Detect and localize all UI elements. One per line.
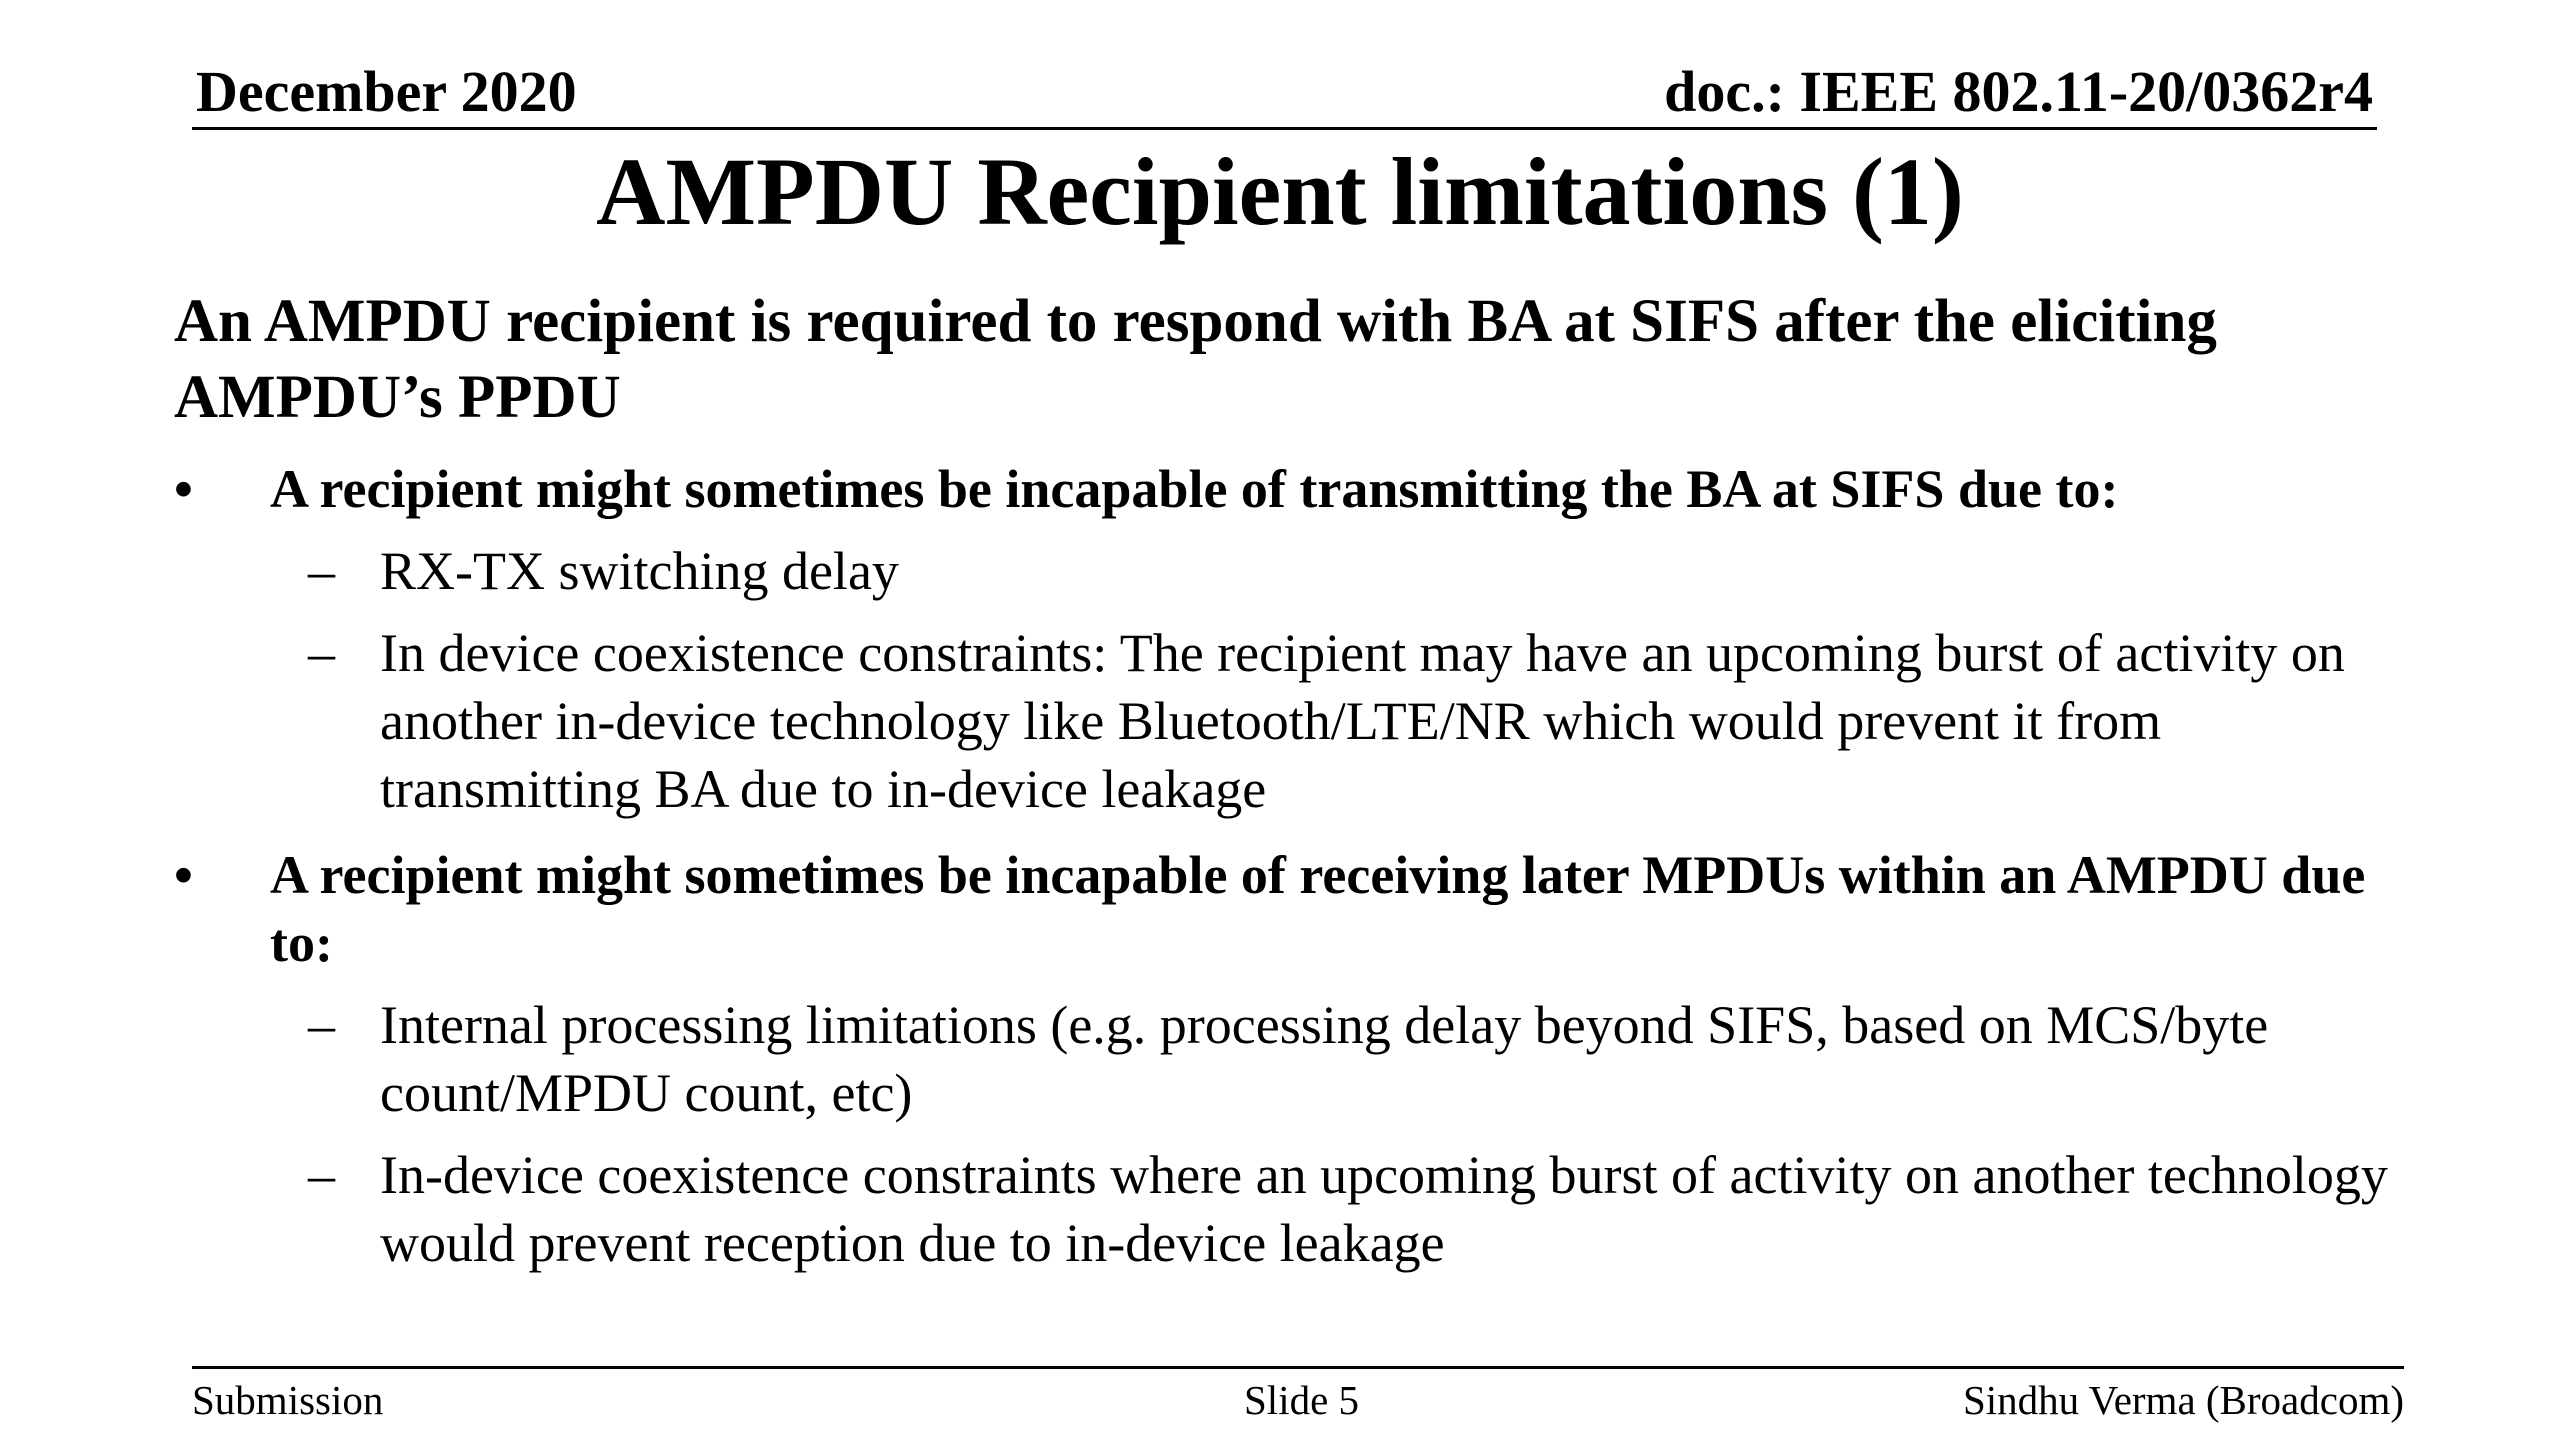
bullet-text: A recipient might sometimes be incapable of receiving later MPDUs within an AMPDU due to: [270,845,2366,973]
footer-divider [192,1366,2404,1369]
sub-bullet-text: In-device coexistence constraints where an upcoming burst of activity on another technology would prevent reception due to in-device leakage [380,1145,2388,1273]
slide-title: AMPDU Recipient limitations (1) [596,138,1964,245]
sub-bullet-marker: – [308,541,335,601]
footer-slide-number: Slide 5 [1244,1377,1360,1423]
sub-bullet-item [270,619,2434,823]
sub-bullet-text: Internal processing limitations (e.g. processing delay beyond SIFS, based on MCS/byte count/MPDU count, etc) [380,995,2269,1123]
footer-author: Sindhu Verma (Broadcom) [1962,1377,2404,1423]
bullet-marker: • [174,845,193,905]
header-divider [192,127,2377,130]
sub-bullet-item [270,991,2434,1127]
bullet-text: A recipient might sometimes be incapable of transmitting the BA at SIFS due to: [270,459,2119,519]
sub-bullet-text: RX-TX switching delay [380,541,899,601]
bullet-marker: • [174,459,193,519]
sub-bullet-marker: – [308,623,335,683]
sub-bullet-item [270,537,2434,605]
sub-bullet-marker: – [308,1145,335,1205]
header-date: December 2020 [196,59,577,124]
bullet-list [174,455,2434,1291]
bullet-item [174,841,2434,1277]
sub-bullet-item [270,1141,2434,1277]
bullet-item [174,455,2434,823]
sub-bullet-text: In device coexistence constraints: The recipient may have an upcoming burst of activity on another in-device technology like Bluetooth/LTE/NR which would prevent it from transmitting BA due to in-device leakage [380,623,2345,819]
sub-bullet-marker: – [308,995,335,1055]
footer-submission: Submission [192,1377,384,1423]
lead-statement: An AMPDU recipient is required to respond with BA at SIFS after the eliciting AMPDU’s PPDU [174,288,2217,431]
sub-bullet-list [270,537,2434,823]
header-doc-id: doc.: IEEE 802.11-20/0362r4 [1664,59,2373,124]
sub-bullet-list [270,991,2434,1277]
